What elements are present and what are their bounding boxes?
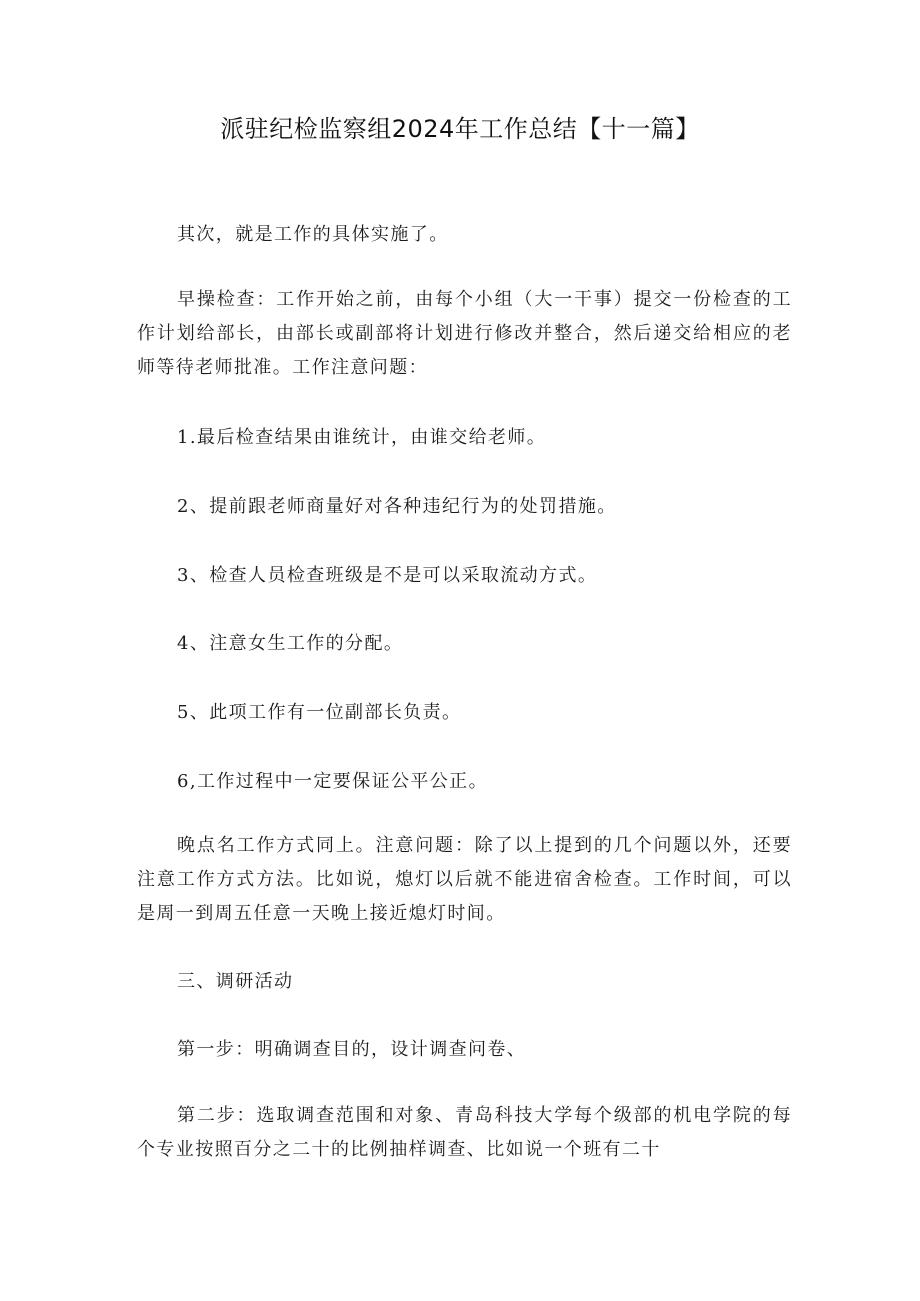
section-heading-research: 三、调研活动 [177,971,294,992]
paragraph-step-two: 第二步：选取调查范围和对象、青岛科技大学每个级部的机电学院的每个专业按照百分之二十的比例抽样调查、比如说一个班有二十 [137,1105,792,1160]
paragraph-morning-check: 早操检查：工作开始之前，由每个小组（大一干事）提交一份检查的工作计划给部长，由部长或副部将计划进行修改并整合，然后递交给相应的老师等待老师批准。工作注意问题： [137,289,792,378]
list-item-5: 5、此项工作有一位副部长负责。 [177,702,462,723]
list-item-3: 3、检查人员检查班级是不是可以采取流动方式。 [177,565,598,586]
paragraph-intro: 其次，就是工作的具体实施了。 [177,224,449,245]
list-item-2: 2、提前跟老师商量好对各种违纪行为的处罚措施。 [177,496,617,517]
paragraph-evening-rollcall: 晚点名工作方式同上。注意问题：除了以上提到的几个问题以外，还要注意工作方式方法。比如说，熄灯以后就不能进宿舍检查。工作时间，可以是周一到周五任意一天晚上接近熄灯时间。 [137,835,792,924]
list-item-4: 4、注意女生工作的分配。 [177,633,404,654]
paragraph-step-one: 第一步：明确调查目的，设计调查问卷、 [177,1039,527,1060]
list-item-1: 1.最后检查结果由谁统计，由谁交给老师。 [177,427,547,448]
document-title: 派驻纪检监察组2024年工作总结【十一篇】 [220,115,700,143]
list-item-6: 6,工作过程中一定要保证公平公正。 [177,771,488,792]
